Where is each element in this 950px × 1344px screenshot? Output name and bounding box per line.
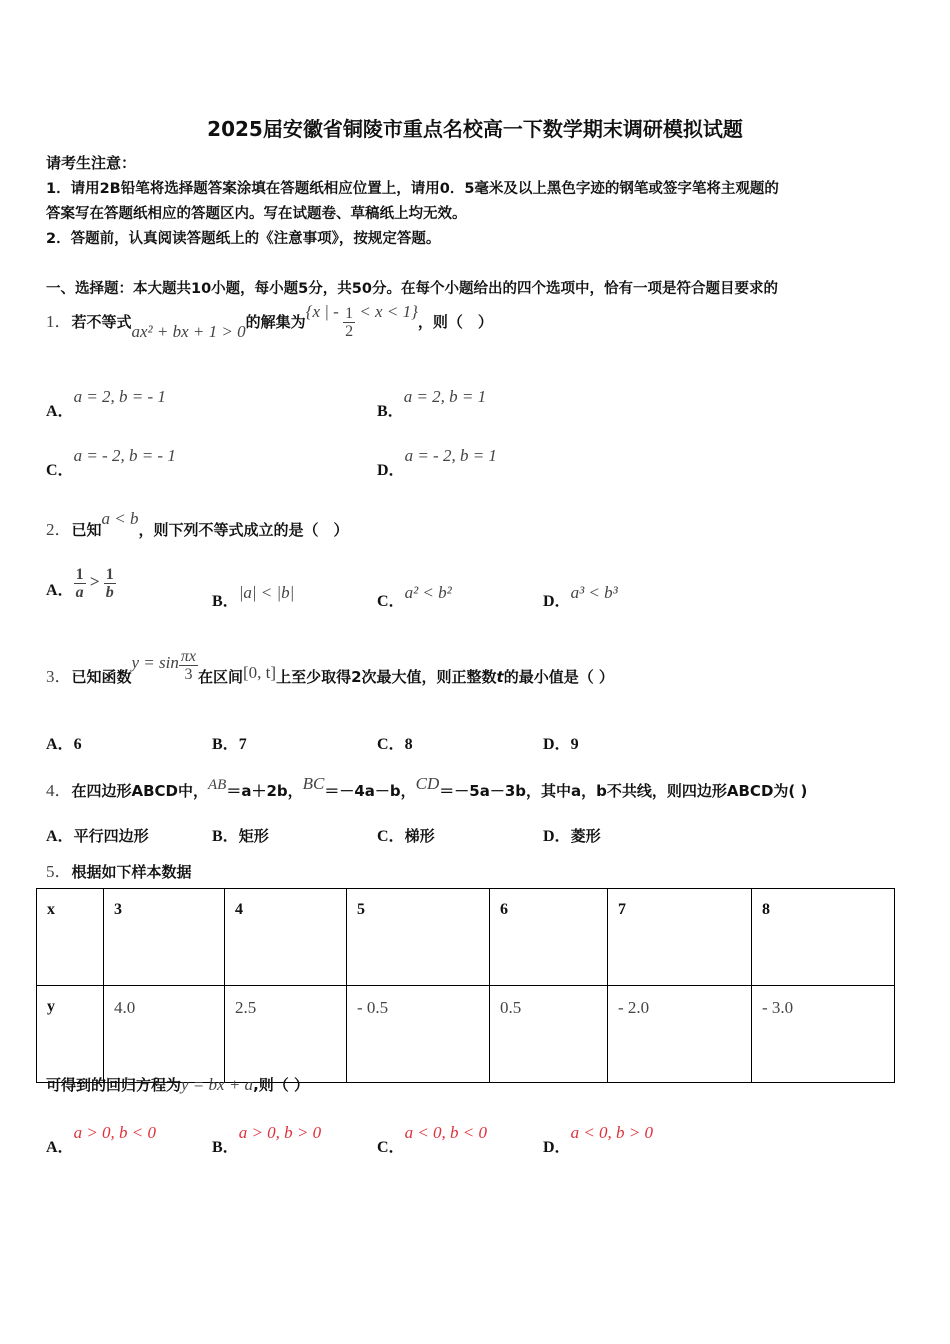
section-heading: 一、选择题：本大题共10小题，每小题5分，共50分。在每个小题给出的四个选项中，恰有一项是符合题目要求的: [46, 281, 778, 297]
math-set: < x < 1}: [355, 302, 418, 321]
q-text: 上至少取得2次最大值，则正整数: [276, 668, 497, 686]
option-c[interactable]: C．梯形: [377, 827, 435, 845]
q-text: 在四边形ABCD中，: [71, 782, 209, 800]
question-5: [46, 857, 192, 882]
notice-line-1b: 答案写在答题纸相应的答题区内。写在试题卷、草稿纸上均无效。: [46, 206, 467, 222]
question-3: [46, 648, 614, 686]
table-cell: 6: [490, 889, 608, 986]
q-number: 3．: [46, 667, 72, 686]
math-expr: y = bx + a: [181, 1075, 254, 1094]
page-title: 2025届安徽省铜陵市重点名校高一下数学期末调研模拟试题: [207, 117, 743, 141]
option-b[interactable]: B．|a| < |b|: [212, 583, 295, 610]
math-expr: y = sin: [131, 653, 179, 672]
q-text: 的最小值是（ ）: [503, 668, 614, 686]
question-1: [46, 302, 493, 341]
vector-bc: BC: [302, 774, 325, 793]
option-b[interactable]: B．a = 2, b = 1: [377, 387, 487, 420]
table-row: [37, 986, 895, 1083]
q-text: ,则（ ）: [253, 1076, 309, 1094]
table-cell: 4.0: [104, 986, 225, 1083]
table-cell: 5: [347, 889, 490, 986]
q-text: ，则下列不等式成立的是（ ）: [138, 521, 349, 539]
option-c[interactable]: C．a = - 2, b = - 1: [46, 446, 176, 479]
vector-ab: AB: [208, 777, 227, 793]
q-text: 在区间: [198, 668, 244, 686]
option-a[interactable]: A．平行四边形: [46, 827, 149, 845]
q-text: ，则（ ）: [417, 313, 493, 331]
table-cell: 7: [608, 889, 752, 986]
q-text: 可得到的回归方程为: [46, 1076, 182, 1094]
option-a[interactable]: A． $\frac{1}{a}$ > $\frac{1}{b}$: [46, 566, 114, 601]
question-4: [46, 776, 807, 801]
math-fraction: $\frac{\pi x}{3}$: [180, 648, 196, 683]
sample-data-table: [36, 888, 895, 1083]
math-expr: a < b: [101, 509, 139, 528]
regression-line: [46, 1074, 309, 1095]
q-number: 1．: [46, 312, 72, 331]
table-cell: 8: [752, 889, 895, 986]
option-c[interactable]: C．8: [377, 736, 413, 753]
option-c[interactable]: C．a² < b²: [377, 583, 452, 610]
notice-heading: 请考生注意：: [46, 154, 137, 172]
option-d[interactable]: D．a < 0, b > 0: [543, 1123, 654, 1156]
table-cell: - 0.5: [347, 986, 490, 1083]
option-b[interactable]: B．a > 0, b > 0: [212, 1123, 322, 1156]
table-cell: - 3.0: [752, 986, 895, 1083]
option-a[interactable]: A．6: [46, 736, 82, 753]
option-b[interactable]: B．矩形: [212, 827, 269, 845]
option-d[interactable]: D．a³ < b³: [543, 583, 618, 610]
option-d[interactable]: D．a = - 2, b = 1: [377, 446, 497, 479]
math-fraction: $\frac{1}{2}$: [345, 305, 354, 340]
table-cell: 3: [104, 889, 225, 986]
table-cell: 4: [225, 889, 347, 986]
q-text: ＝－5a－3b，其中a，b不共线，则四边形ABCD为( ): [439, 782, 808, 800]
q-number: 2．: [46, 520, 72, 539]
q-text: 的解集为: [245, 313, 306, 331]
q-text: 已知函数: [71, 668, 132, 686]
option-d[interactable]: D．菱形: [543, 827, 601, 845]
option-a[interactable]: A．a > 0, b < 0: [46, 1123, 157, 1156]
math-expr: ax² + bx + 1 > 0: [131, 322, 246, 341]
table-cell: - 2.0: [608, 986, 752, 1083]
q-text: ＝a＋2b，: [226, 782, 303, 800]
notice-line-2: 2．答题前，认真阅读答题纸上的《注意事项》，按规定答题。: [46, 231, 441, 247]
q-text: 已知: [71, 521, 102, 539]
question-2: [46, 509, 349, 540]
option-c[interactable]: C．a < 0, b < 0: [377, 1123, 488, 1156]
option-d[interactable]: D．9: [543, 736, 579, 753]
math-set: {x | -: [305, 302, 344, 321]
option-b[interactable]: B．7: [212, 736, 247, 753]
table-cell: x: [37, 889, 104, 986]
table-row: [37, 889, 895, 986]
q-text: t: [496, 668, 504, 686]
q-number: 4．: [46, 781, 72, 800]
table-cell: 2.5: [225, 986, 347, 1083]
q-number: 5．: [46, 862, 72, 881]
option-a[interactable]: A．a = 2, b = - 1: [46, 387, 166, 420]
q-text: 根据如下样本数据: [71, 863, 192, 881]
q-text: ＝－4a－b，: [324, 782, 416, 800]
q-text: 若不等式: [71, 313, 132, 331]
math-interval: [0, t]: [243, 663, 277, 682]
notice-line-1: 1．请用2B铅笔将选择题答案涂填在答题纸相应位置上，请用0．5毫米及以上黑色字迹的钢笔或签字笔将主观题的: [46, 181, 779, 197]
table-cell: 0.5: [490, 986, 608, 1083]
vector-cd: CD: [415, 774, 440, 793]
table-cell: y: [37, 986, 104, 1083]
